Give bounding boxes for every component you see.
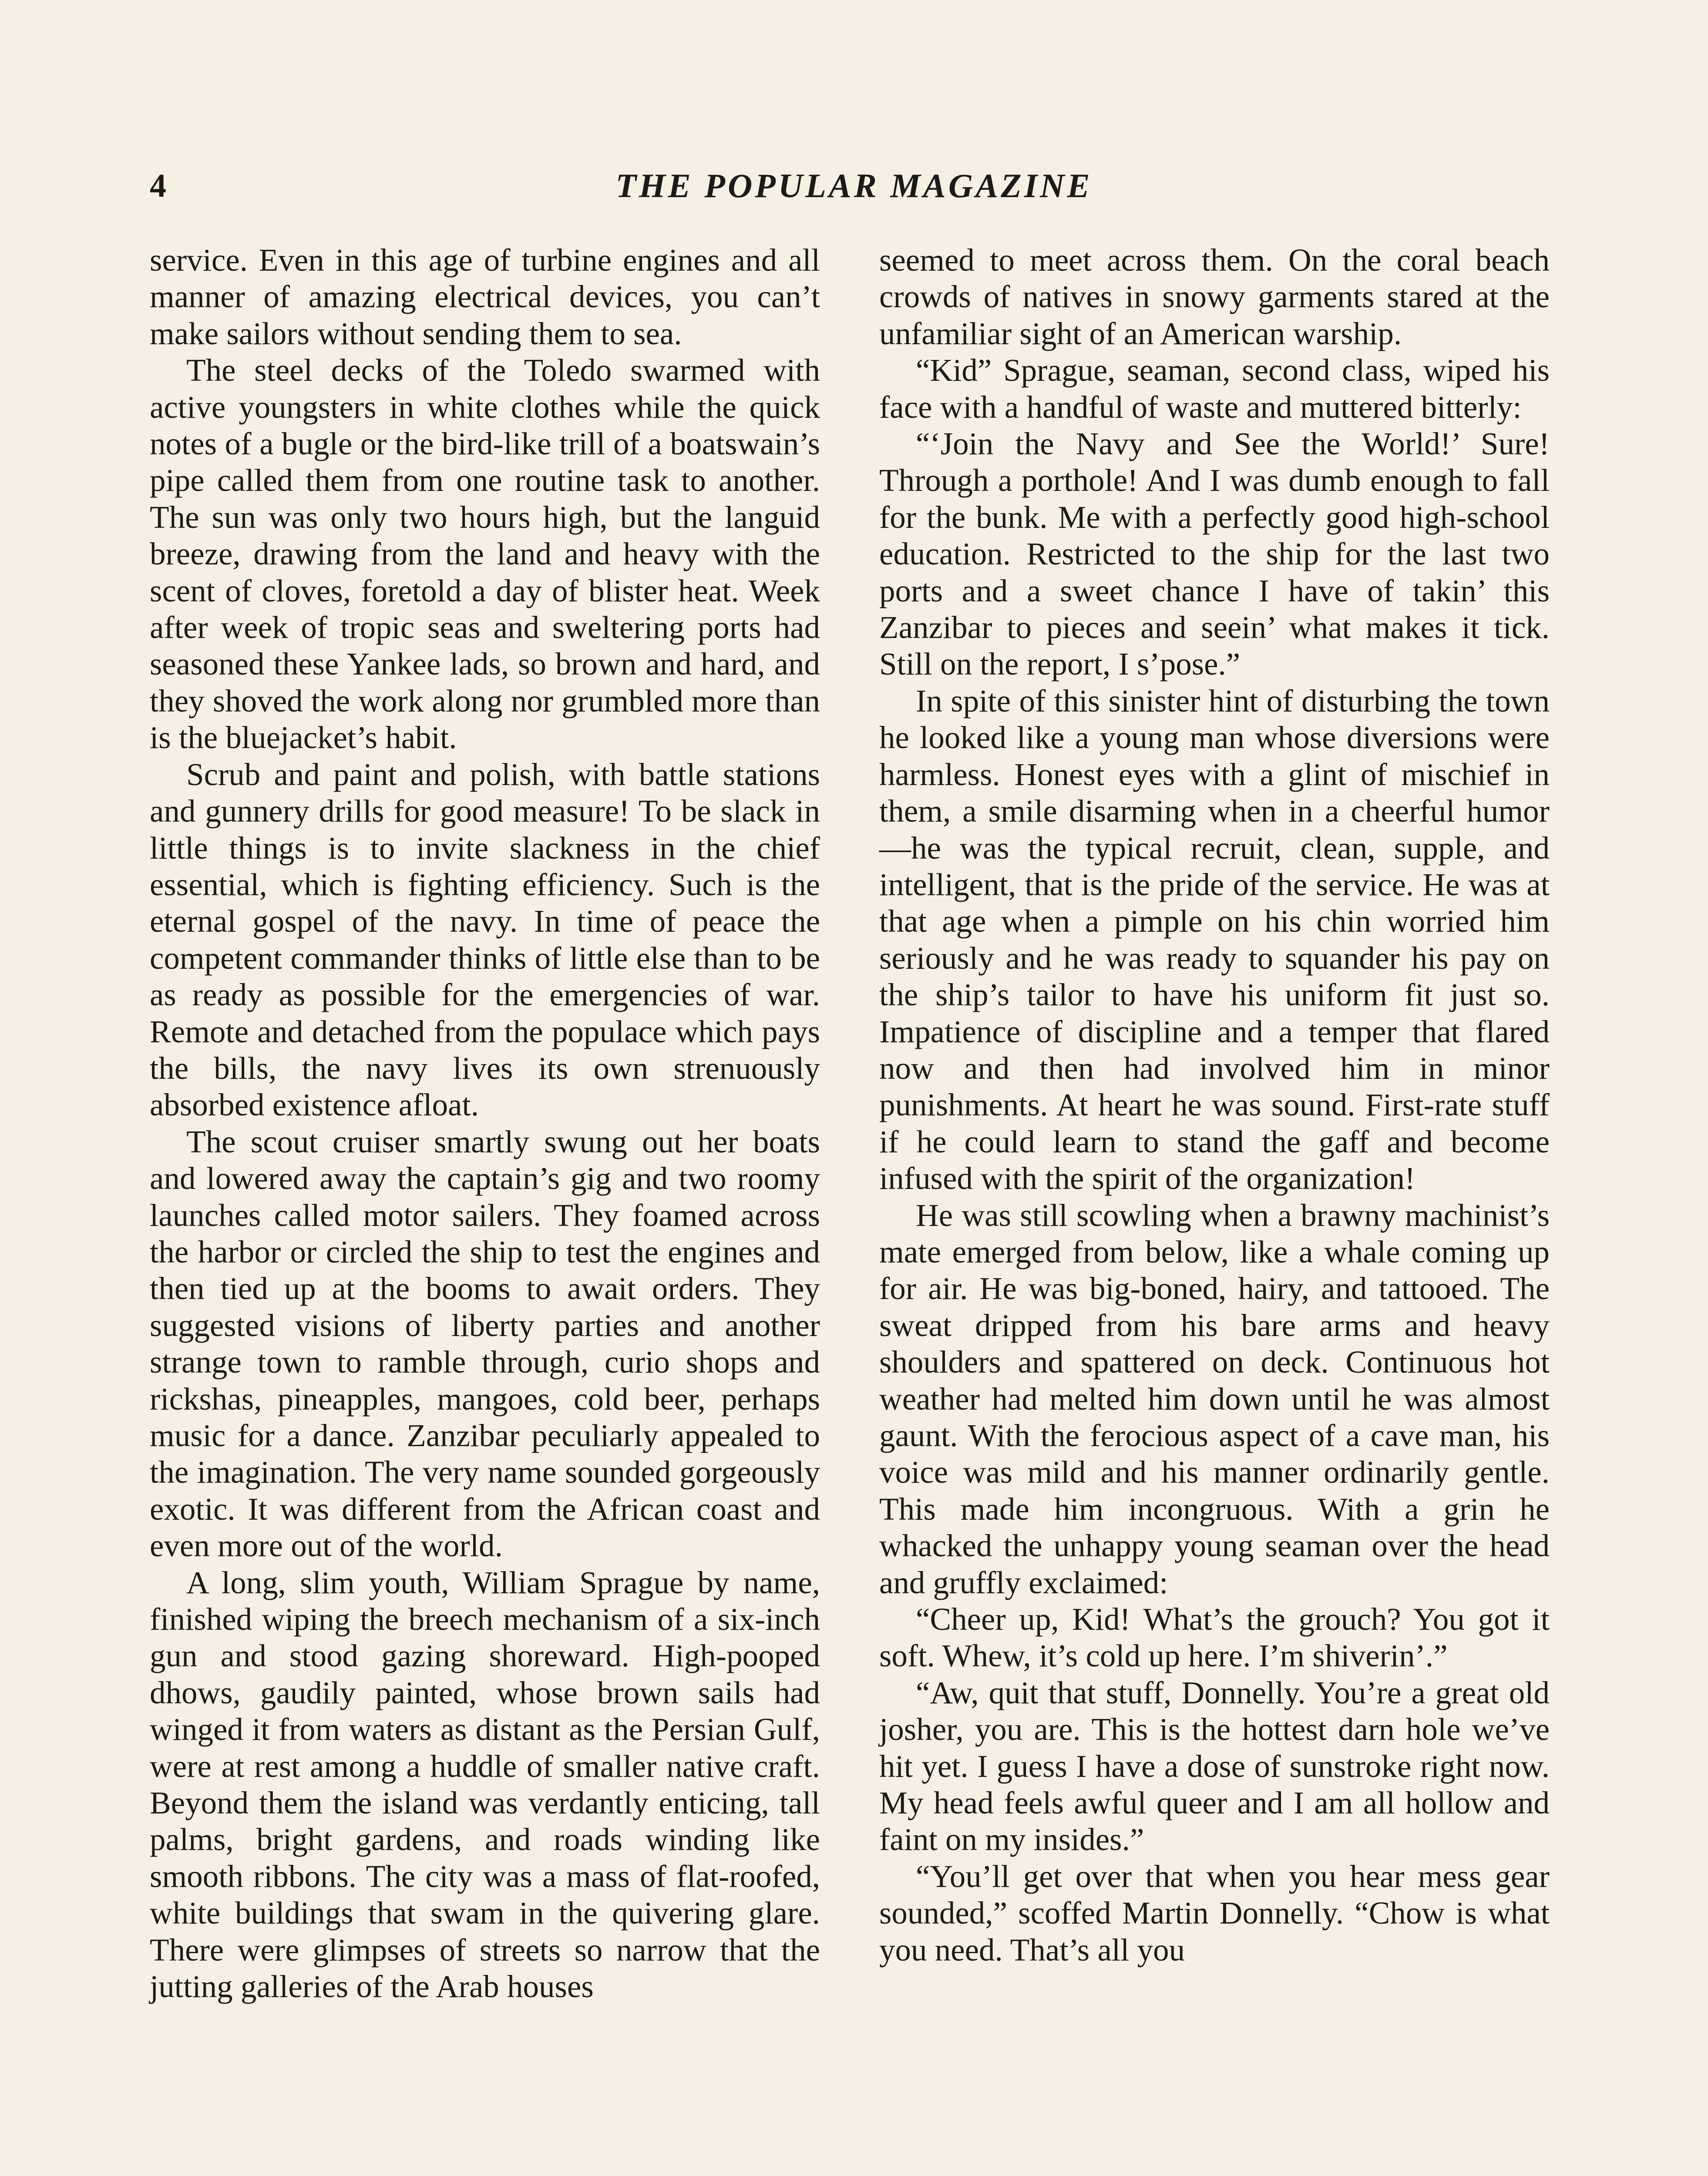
right-column: [879, 242, 1550, 1968]
paragraph: “Kid” Sprague, seaman, second class, wiped his face with a handful of waste and muttered bitterly:: [879, 353, 1550, 425]
magazine-title: THE POPULAR MAGAZINE: [615, 167, 1093, 205]
paragraph: He was still scowling when a brawny machinist’s mate emerged from below, like a whale coming up for air. He was big-boned, hairy, and tattooed. The sweat dripped from his bare arms and heavy shoulders and spattered on deck. Continuous hot weather had melted him down until he was almost gaunt. With the ferocious aspect of a cave man, his voice was mild and his manner ordinarily gentle. This made him incongruous. With a grin he whacked the unhappy young seaman over the head and gruffly exclaimed:: [879, 1197, 1550, 1600]
paragraph: The scout cruiser smartly swung out her boats and lowered away the captain’s gig and two roomy launches called motor sailers. They foamed across the harbor or circled the ship to test the engines and then tied up at the booms to await orders. They suggested visions of liberty parties and another strange town to ramble through, curio shops and rickshas, pineapples, mangoes, cold beer, perhaps music for a dance. Zanzibar peculiarly appealed to the imagination. The very name sounded gorgeously exotic. It was different from the African coast and even more out of the world.: [150, 1124, 820, 1564]
page-number: 4: [150, 168, 166, 204]
paragraph: Scrub and paint and polish, with battle stations and gunnery drills for good measure! To be slack in little things is to invite slackness in the chief essential, which is fighting efficiency. Such is the eternal gospel of the navy. In time of peace the competent commander thinks of little else than to be as ready as possible for the emergencies of war. Remote and detached from the populace which pays the bills, the navy lives its own strenuously absorbed existence afloat.: [150, 756, 820, 1123]
left-column: [150, 242, 820, 2005]
paragraph: A long, slim youth, William Sprague by name, finished wiping the breech mechanism of a six-inch gun and stood gazing shoreward. High-pooped dhows, gaudily painted, whose brown sails had winged it from waters as distant as the Persian Gulf, were at rest among a huddle of smaller native craft. Beyond them the island was verdantly enticing, tall palms, bright gardens, and roads winding like smooth ribbons. The city was a mass of flat-roofed, white buildings that swam in the quivering glare. There were glimpses of streets so narrow that the jutting galleries of the Arab houses: [150, 1565, 820, 2005]
paragraph: “You’ll get over that when you hear mess gear sounded,” scoffed Martin Donnelly. “Chow is what you need. That’s all you: [879, 1858, 1550, 1968]
paragraph: seemed to meet across them. On the coral beach crowds of natives in snowy garments stared at the unfamiliar sight of an American warship.: [879, 242, 1550, 351]
paragraph: “‘Join the Navy and See the World!’ Sure! Through a porthole! And I was dumb enough to fall for the bunk. Me with a perfectly good high-school education. Restricted to the ship for the last two ports and a sweet chance I have of takin’ this Zanzibar to pieces and seein’ what makes it tick. Still on the report, I s’pose.”: [879, 426, 1550, 682]
paragraph: In spite of this sinister hint of disturbing the town he looked like a young man whose diversions were harmless. Honest eyes with a glint of mischief in them, a smile disarming when in a cheerful humor—he was the typical recruit, clean, supple, and intelligent, that is the pride of the service. He was at that age when a pimple on his chin worried him seriously and he was ready to squander his pay on the ship’s tailor to have his uniform fit just so. Impatience of discipline and a temper that flared now and then had involved him in minor punishments. At heart he was sound. First-rate stuff if he could learn to stand the gaff and become infused with the spirit of the organization!: [879, 683, 1550, 1196]
paragraph: “Cheer up, Kid! What’s the grouch? You got it soft. Whew, it’s cold up here. I’m shiverin’.”: [879, 1602, 1550, 1674]
paragraph: The steel decks of the Toledo swarmed with active youngsters in white clothes while the quick notes of a bugle or the bird-like trill of a boatswain’s pipe called them from one routine task to another. The sun was only two hours high, but the languid breeze, drawing from the land and heavy with the scent of cloves, foretold a day of blister heat. Week after week of tropic seas and sweltering ports had seasoned these Yankee lads, so brown and hard, and they shoved the work along nor grumbled more than is the bluejacket’s habit.: [150, 353, 820, 756]
paragraph: “Aw, quit that stuff, Donnelly. You’re a great old josher, you are. This is the hottest darn hole we’ve hit yet. I guess I have a dose of sunstroke right now. My head feels awful queer and I am all hollow and faint on my insides.”: [879, 1675, 1550, 1857]
paragraph: service. Even in this age of turbine engines and all manner of amazing electrical devices, you can’t make sailors without sending them to sea.: [150, 242, 820, 351]
page-header: [0, 162, 1708, 210]
